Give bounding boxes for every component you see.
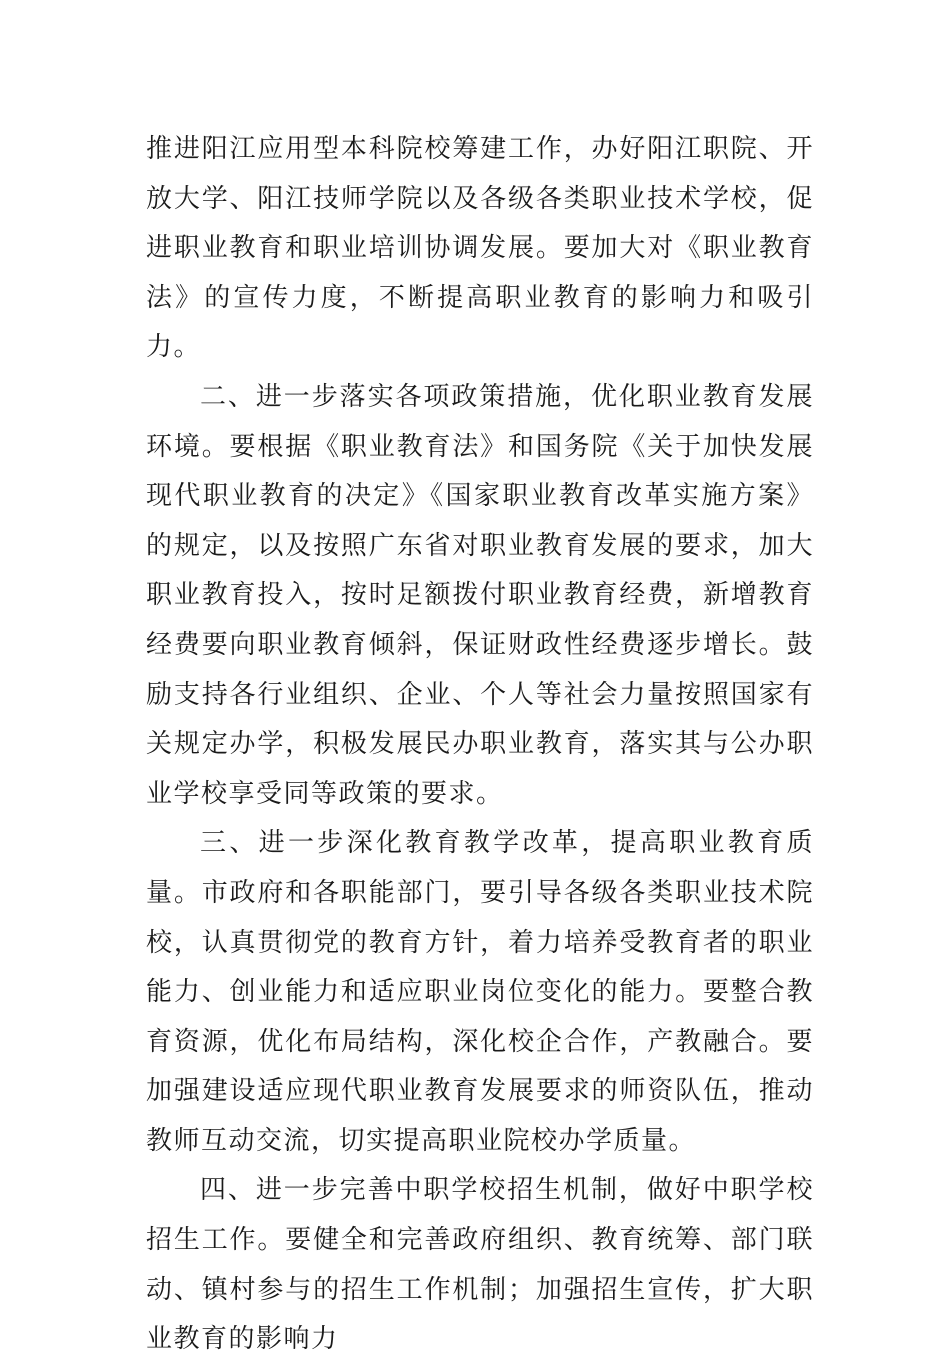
paragraph-section-two: 二、进一步落实各项政策措施，优化职业教育发展环境。要根据《职业教育法》和国务院《关于加快发展现代职业教育的决定》《国家职业教育改革实施方案》的规定，以及按照广东省对职业教育发展的要求，加大职业教育投入，按时足额拨付职业教育经费，新增教育经费要向职业教育倾斜，保证财政性经费逐步增长。鼓励支持各行业组织、企业、个人等社会力量按照国家有关规定办学，积极发展民办职业教育，落实其与公办职业学校享受同等政策的要求。 — [146, 381, 814, 809]
paragraph-continuation: 推进阳江应用型本科院校筹建工作，办好阳江职院、开放大学、阳江技师学院以及各级各类职业技术学校，促进职业教育和职业培训协调发展。要加大对《职业教育法》的宣传力度，不断提高职业教育的影响力和吸引力。 — [146, 134, 814, 363]
paragraph-section-three: 三、进一步深化教育教学改革，提高职业教育质量。市政府和各职能部门，要引导各级各类职业技术院校，认真贯彻党的教育方针，着力培养受教育者的职业能力、创业能力和适应职业岗位变化的能力。要整合教育资源，优化布局结构，深化校企合作，产教融合。要加强建设适应现代职业教育发展要求的师资队伍，推动教师互动交流，切实提高职业院校办学质量。 — [146, 828, 814, 1156]
document-body — [146, 125, 814, 1365]
paragraph-section-four: 四、进一步完善中职学校招生机制，做好中职学校招生工作。要健全和完善政府组织、教育统筹、部门联动、镇村参与的招生工作机制；加强招生宣传，扩大职业教育的影响力 — [146, 1175, 814, 1355]
